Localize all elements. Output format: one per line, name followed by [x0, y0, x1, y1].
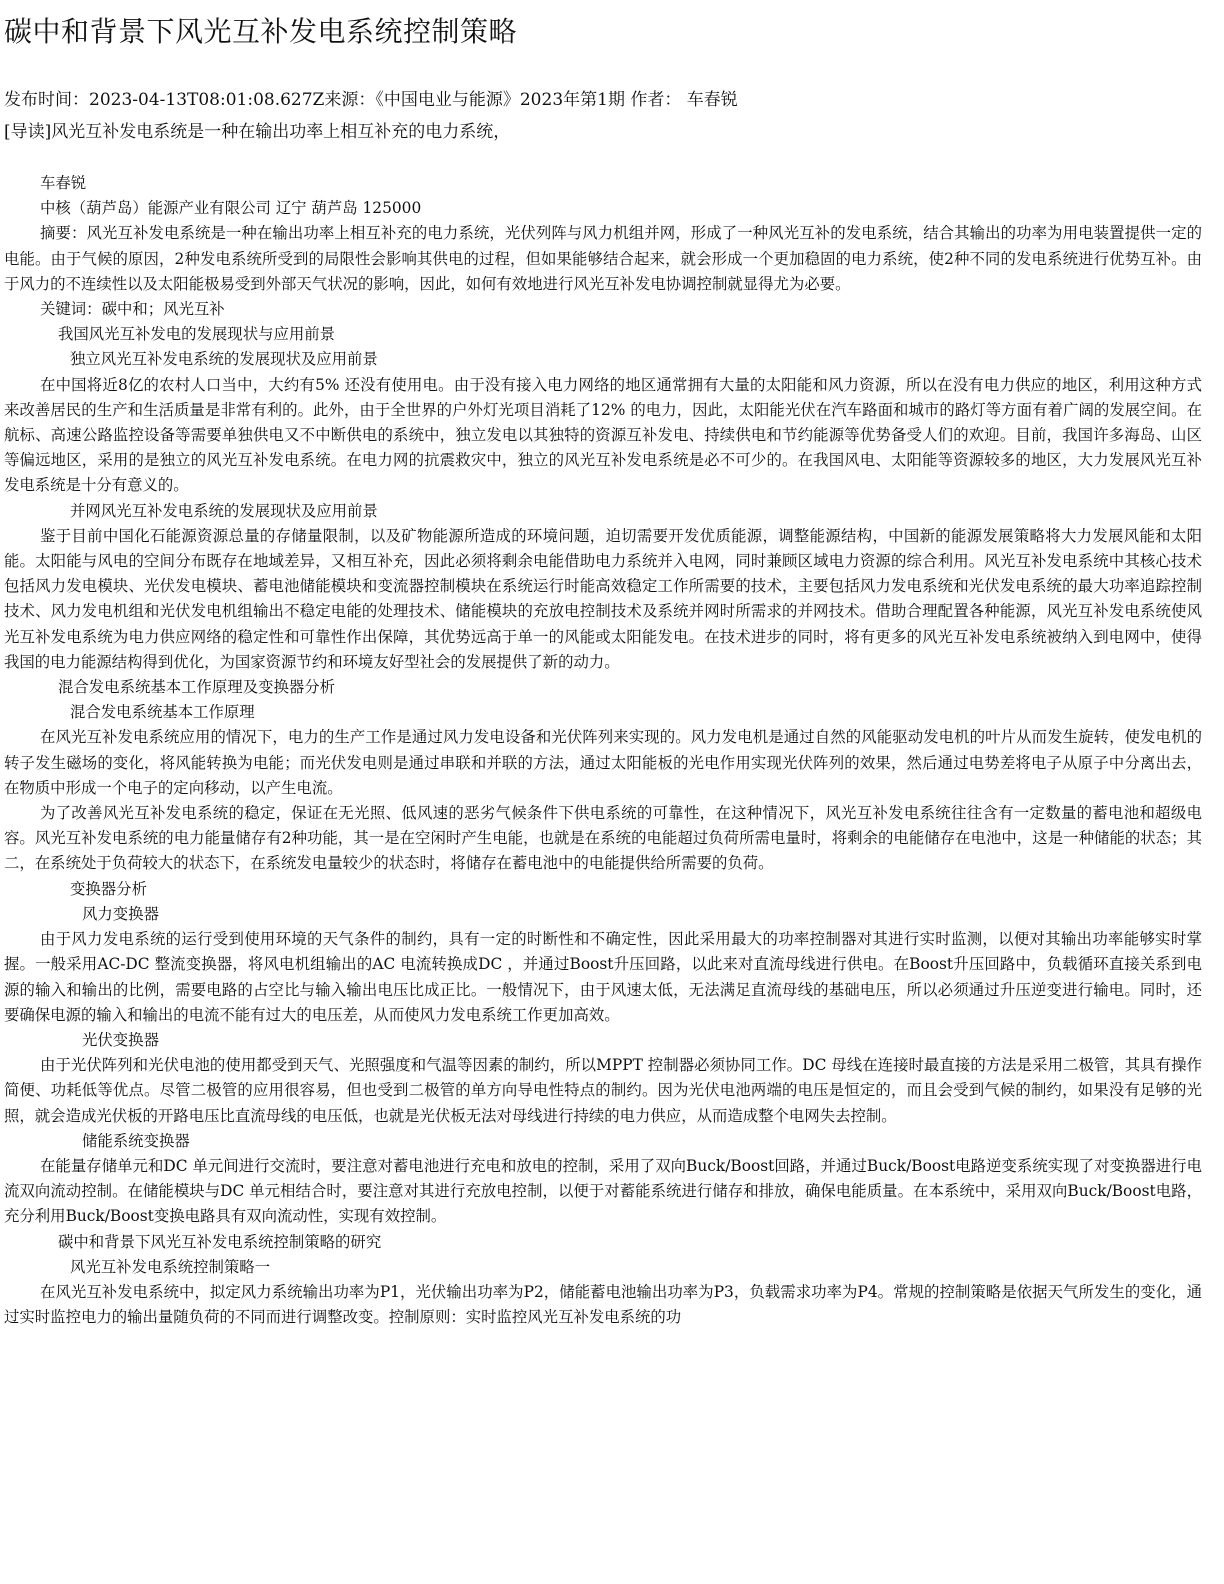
abstract: 摘要：风光互补发电系统是一种在输出功率上相互补充的电力系统，光伏列阵与风力机组并网，形成了一种风光互补的发电系统，结合其输出的功率为用电装置提供一定的电能。由于气候的原因，2种发电系统所受到的局限性会影响其供电的过程，但如果能够结合起来，就会形成一个更加稳固的电力系统，使2种不同的发电系统进行优势互补。由于风力的不连续性以及太阳能极易受到外部天气状况的影响，因此，如何有效地进行风光互补发电协调控制就显得尤为必要。: [4, 224, 1202, 293]
author-affiliation: 中核（葫芦岛）能源产业有限公司 辽宁 葫芦岛 125000: [40, 199, 422, 218]
article-lead: [导读]风光互补发电系统是一种在输出功率上相互补充的电力系统，: [4, 122, 511, 142]
paragraph: 鉴于目前中国化石能源资源总量的存储量限制，以及矿物能源所造成的环境问题，迫切需要开发优质能源，调整能源结构，中国新的能源发展策略将大力发展风能和太阳能。太阳能与风电的空间分布既存在地域差异，又相互补充，因此必须将剩余电能借助电力系统并入电网，同时兼顾区域电力资源的综合利用。风光互补发电系统中其核心技术包括风力发电模块、光伏发电模块、蓄电池储能模块和变流器控制模块在系统运行时能高效稳定工作所需要的技术，主要包括风力发电系统和光伏发电系统的最大功率追踪控制技术、风力发电机组和光伏发电机组输出不稳定电能的处理技术、储能模块的充放电控制技术及系统并网时所需求的并网技术。借助合理配置各种能源，风光互补发电系统使风光互补发电系统为电力供应网络的稳定性和可靠性作出保障，其优势远高于单一的风能或太阳能发电。在技术进步的同时，将有更多的风光互补发电系统被纳入到电网中，使得我国的电力能源结构得到优化，为国家资源节约和环境友好型社会的发展提供了新的动力。: [4, 526, 1202, 671]
section-heading-1: 我国风光互补发电的发展现状与应用前景: [58, 325, 336, 344]
section-heading-2-2-2: 光伏变换器: [82, 1030, 159, 1049]
author-name: 车春锐: [40, 174, 87, 192]
paragraph: 在中国将近8亿的农村人口当中，大约有5% 还没有使用电。由于没有接入电力网络的地区通常拥有大量的太阳能和风力资源，所以在没有电力供应的地区，利用这种方式来改善居民的生产和生活质量是非常有利的。此外，由于全世界的户外灯光项目消耗了12% 的电力，因此，太阳能光伏在汽车路面和城市的路灯等方面有着广阔的发展空间。在航标、高速公路监控设备等需要单独供电又不中断供电的系统中，独立发电以其独特的资源互补发电、持续供电和节约能源等优势备受人们的欢迎。目前，我国许多海岛、山区等偏远地区，采用的是独立的风光互补发电系统。在电力网的抗震救灾中，独立的风光互补发电系统是必不可少的。在我国风电、太阳能等资源较多的地区，大力发展风光互补发电系统是十分有意义的。: [4, 375, 1202, 495]
paragraph: 在风光互补发电系统应用的情况下，电力的生产工作是通过风力发电设备和光伏阵列来实现的。风力发电机是通过自然的风能驱动发电机的叶片从而发生旋转，使发电机的转子发生磁场的变化，将风能转换为电能；而光伏发电则是通过串联和并联的方法，通过太阳能板的光电作用实现光伏阵列的效果，然后通过电势差将电子从原子中分离出去，在物质中形成一个电子的定向移动，以产生电流。: [4, 728, 1202, 797]
section-heading-2-2-1: 风力变换器: [82, 904, 159, 923]
section-heading-3: 碳中和背景下风光互补发电系统控制策略的研究: [58, 1232, 382, 1251]
section-heading-2-1: 混合发电系统基本工作原理: [70, 703, 255, 722]
section-heading-2: 混合发电系统基本工作原理及变换器分析: [58, 678, 336, 697]
section-heading-1-1: 独立风光互补发电系统的发展现状及应用前景: [70, 350, 378, 369]
paragraph: 在风光互补发电系统中，拟定风力系统输出功率为P1，光伏输出功率为P2，储能蓄电池输出功率为P3，负载需求功率为P4。常规的控制策略是依据天气所发生的变化，通过实时监控电力的输出量随负荷的不同而进行调整改变。控制原则：实时监控风光互补发电系统的功: [4, 1282, 1202, 1327]
paragraph: 由于风力发电系统的运行受到使用环境的天气条件的制约，具有一定的时断性和不确定性，因此采用最大的功率控制器对其进行实时监测，以便对其输出功率能够实时掌握。一般采用AC-DC 整流变换器，将风电机组输出的AC 电流转换成DC ，并通过Boost升压回路，以此来对直流母线进行供电。在Boost升压回路中，负载循环直接关系到电源的输入和输出的比例，需要电路的占空比与输入输出电压比成正比。一般情况下，由于风速太低，无法满足直流母线的基础电压，所以必须通过升压逆变进行输电。同时，还要确保电源的输入和输出的电流不能有过大的电压差，从而使风力发电系统工作更加高效。: [4, 930, 1202, 1024]
section-heading-3-1: 风光互补发电系统控制策略一: [70, 1257, 271, 1276]
section-heading-2-2: 变换器分析: [70, 879, 147, 898]
article-title: 碳中和背景下风光互补发电系统控制策略: [4, 15, 518, 48]
keywords: 关键词：碳中和；风光互补: [40, 300, 225, 319]
paragraph: 由于光伏阵列和光伏电池的使用都受到天气、光照强度和气温等因素的制约，所以MPPT 控制器必须协同工作。DC 母线在连接时最直接的方法是采用二极管，其具有操作简便、功耗低等优点。尽管二极管的应用很容易，但也受到二极管的单方向导电性特点的制约。因为光伏电池两端的电压是恒定的，而且会受到气候的制约，如果没有足够的光照，就会造成光伏板的开路电压比直流母线的电压低，也就是光伏板无法对母线进行持续的电力供应，从而造成整个电网失去控制。: [4, 1056, 1202, 1125]
article-body: [4, 171, 1202, 1330]
article-meta: 发布时间：2023-04-13T08:01:08.627Z来源：《中国电业与能源》2023年第1期 作者： 车春锐: [4, 90, 738, 110]
section-heading-1-2: 并网风光互补发电系统的发展现状及应用前景: [70, 501, 378, 520]
paragraph: 为了改善风光互补发电系统的稳定，保证在无光照、低风速的恶劣气候条件下供电系统的可靠性，在这种情况下，风光互补发电系统往往含有一定数量的蓄电池和超级电容。风光互补发电系统的电力能量储存有2种功能，其一是在空闲时产生电能，也就是在系统的电能超过负荷所需电量时，将剩余的电能储存在电池中，这是一种储能的状态；其二，在系统处于负荷较大的状态下，在系统发电量较少的状态时，将储存在蓄电池中的电能提供给所需要的负荷。: [4, 804, 1202, 873]
section-heading-2-2-3: 储能系统变换器: [82, 1131, 190, 1150]
paragraph: 在能量存储单元和DC 单元间进行交流时，要注意对蓄电池进行充电和放电的控制，采用了双向Buck/Boost回路，并通过Buck/Boost电路逆变系统实现了对变换器进行电流双向流动控制。在储能模块与DC 单元相结合时，要注意对其进行充放电控制，以便于对蓄能系统进行储存和排放，确保电能质量。在本系统中，采用双向Buck/Boost电路，充分利用Buck/Boost变换电路具有双向流动性，实现有效控制。: [4, 1156, 1202, 1226]
